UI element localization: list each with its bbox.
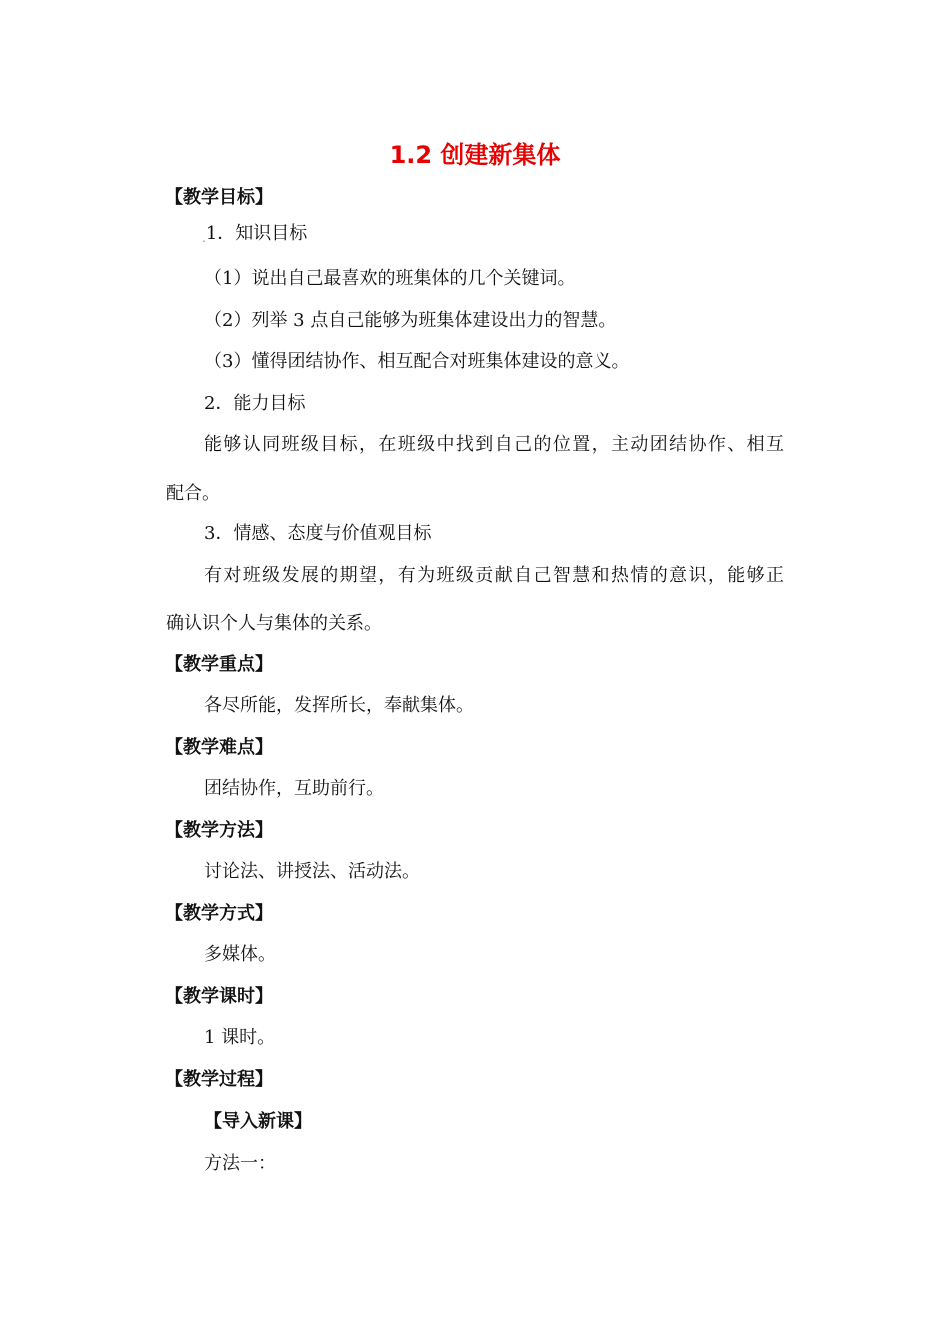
mode-text: 多媒体。: [204, 944, 276, 965]
ability-objective-text-line1: 能够认同班级目标，在班级中找到自己的位置，主动团结协作、相互: [204, 434, 784, 455]
method-one-label: 方法一：: [204, 1153, 276, 1174]
knowledge-objective-heading: [202, 222, 307, 247]
hours-heading: 【教学课时】: [165, 986, 273, 1007]
knowledge-point-3: （3）懂得团结协作、相互配合对班集体建设的意义。: [204, 351, 630, 372]
intro-sub-heading: 【导入新课】: [204, 1111, 312, 1132]
difficulties-text: 团结协作，互助前行。: [204, 778, 384, 799]
ability-objective-text-line2: 配合。: [166, 483, 220, 504]
difficulties-heading: 【教学难点】: [165, 737, 273, 758]
key-points-heading: 【教学重点】: [165, 654, 273, 675]
margin-mark: .: [202, 231, 206, 245]
knowledge-point-1: （1）说出自己最喜欢的班集体的几个关键词。: [204, 268, 576, 289]
methods-heading: 【教学方法】: [165, 820, 273, 841]
emotion-objective-text-line2: 确认识个人与集体的关系。: [166, 613, 382, 634]
knowledge-objective-label: 1．知识目标: [205, 223, 308, 244]
emotion-objective-text-line1: 有对班级发展的期望，有为班级贡献自己智慧和热情的意识，能够正: [204, 565, 784, 586]
ability-objective-heading: 2．能力目标: [204, 393, 306, 414]
emotion-objective-heading: 3．情感、态度与价值观目标: [204, 523, 432, 544]
process-heading: 【教学过程】: [165, 1069, 273, 1090]
methods-text: 讨论法、讲授法、活动法。: [204, 861, 420, 882]
key-points-text: 各尽所能，发挥所长，奉献集体。: [204, 695, 474, 716]
hours-text: 1 课时。: [204, 1027, 276, 1048]
knowledge-point-2: （2）列举 3 点自己能够为班集体建设出力的智慧。: [204, 310, 617, 331]
mode-heading: 【教学方式】: [165, 903, 273, 924]
document-title: 1.2 创建新集体: [389, 141, 561, 169]
objectives-heading: 【教学目标】: [165, 187, 273, 208]
